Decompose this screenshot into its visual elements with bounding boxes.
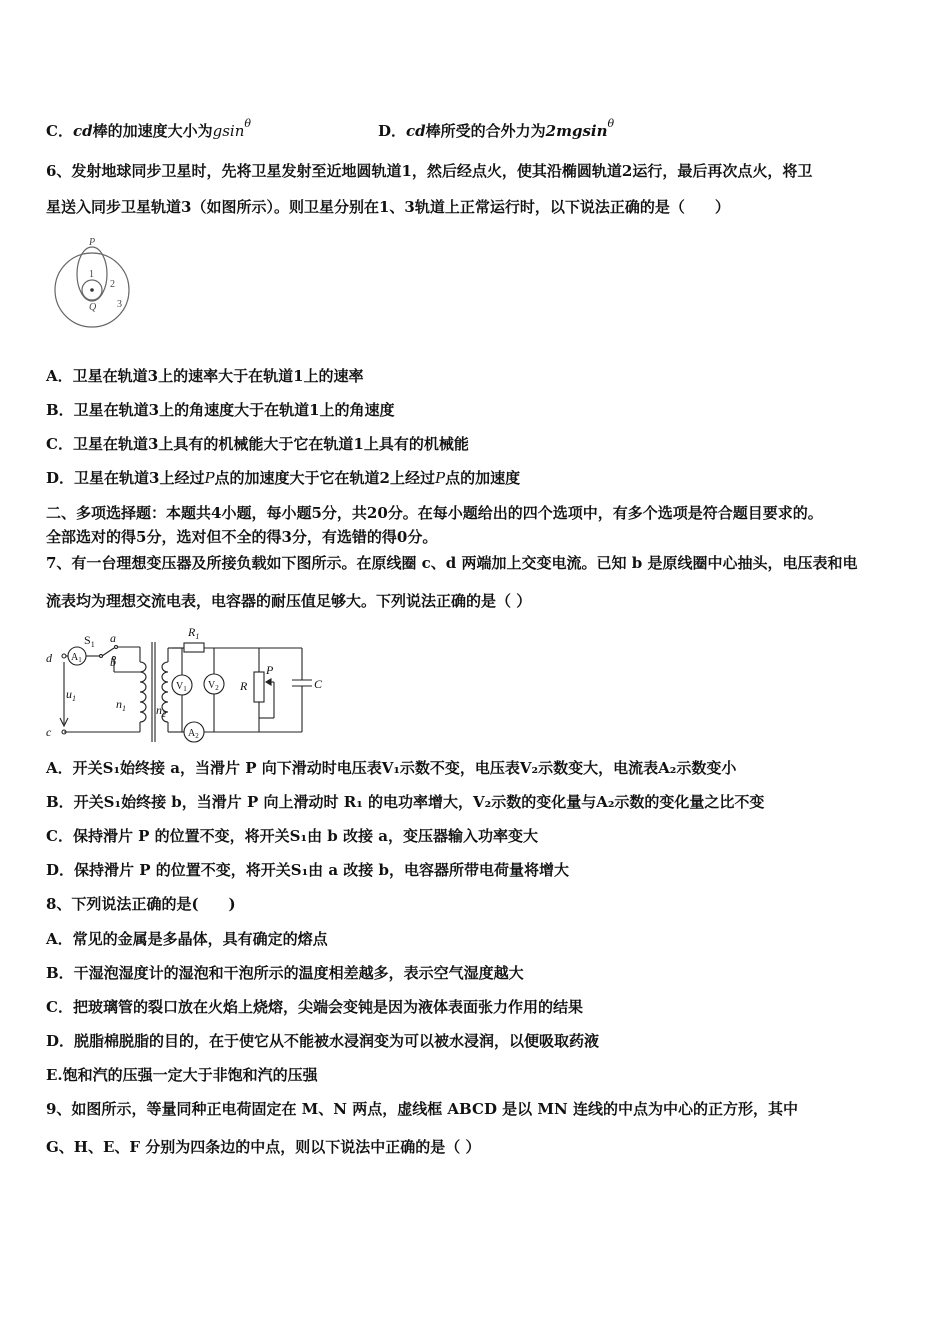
q6-option-a: A．卫星在轨道3上的速率大于在轨道1上的速率 — [46, 367, 364, 385]
section2-line1: 二、多项选择题：本题共4小题，每小题5分，共20分。在每小题给出的四个选项中，有多个选项是符合题目要求的。 — [46, 504, 823, 522]
q9-stem-line1: 9、如图所示，等量同种正电荷固定在 M、N 两点，虚线框 ABCD 是以 MN 连线的中点为中心的正方形，其中 — [46, 1100, 798, 1118]
q6-option-b: B．卫星在轨道3上的角速度大于在轨道1上的角速度 — [46, 401, 395, 419]
q6-stem-line2: 星送入同步卫星轨道3（如图所示）。则卫星分别在1、3轨道上正常运行时，以下说法正确的是（ ） — [46, 198, 730, 216]
label-n2: $n_2$ — [156, 703, 166, 719]
primary-coil — [140, 662, 146, 722]
orbit-1-label: 1 — [89, 269, 94, 280]
q8-option-e: E.饱和汽的压强一定大于非饱和汽的压强 — [46, 1066, 318, 1084]
q7-stem-line2: 流表均为理想交流电表，电容器的耐压值足够大。下列说法正确的是（ ） — [46, 592, 532, 610]
q7-option-b: B．开关S₁始终接 b，当滑片 P 向上滑动时 R₁ 的电功率增大，V₂示数的变化量与A₂示数的变化量之比不变 — [46, 793, 765, 811]
label-d: d — [46, 651, 52, 665]
orbit-figure — [48, 234, 138, 334]
q5-option-d: D．cd棒所受的合外力为2mgsin$^\theta$ — [378, 117, 615, 140]
label-v2: $V_2$ — [208, 680, 219, 692]
q8-option-a: A．常见的金属是多晶体，具有确定的熔点 — [46, 930, 328, 948]
slider-p — [266, 679, 271, 685]
label-a2: $A_2$ — [188, 728, 199, 740]
label-u1: $u_1$ — [66, 687, 76, 703]
q6-option-c: C．卫星在轨道3上具有的机械能大于它在轨道1上具有的机械能 — [46, 435, 469, 453]
q8-option-c: C．把玻璃管的裂口放在火焰上烧熔，尖端会变钝是因为液体表面张力作用的结果 — [46, 998, 583, 1016]
point-q-label: Q — [89, 302, 97, 313]
label-b: b — [110, 655, 116, 669]
terminal-d — [62, 654, 66, 658]
label-capacitor: C — [314, 677, 323, 691]
label-s1: $S_1$ — [84, 633, 95, 649]
label-n1: $n_1$ — [116, 697, 126, 713]
resistor-r1 — [184, 643, 204, 652]
label-a1: $A_1$ — [71, 652, 82, 664]
q9-stem-line2: G、H、E、F 分别为四条边的中点，则以下说法中正确的是（ ） — [46, 1138, 481, 1156]
q8-option-b: B．干湿泡湿度计的湿泡和干泡所示的温度相差越多，表示空气湿度越大 — [46, 964, 524, 982]
label-r: R — [240, 679, 248, 693]
q5-option-c: C．cd棒的加速度大小为gsin$^\theta$ — [46, 117, 251, 140]
q6-option-d: D．卫星在轨道3上经过P点的加速度大于它在轨道2上经过P点的加速度 — [46, 469, 521, 487]
q8-option-d: D．脱脂棉脱脂的目的，在于使它从不能被水浸润变为可以被水浸润，以便吸取药液 — [46, 1032, 600, 1050]
q7-option-d: D．保持滑片 P 的位置不变，将开关S₁由 a 改接 b，电容器所带电荷量将增大 — [46, 861, 570, 879]
label-a: a — [110, 631, 116, 645]
rheostat-r — [254, 672, 264, 702]
point-p-label: P — [89, 237, 96, 248]
label-p: P — [266, 663, 274, 677]
transformer-circuit-figure — [44, 622, 344, 750]
q7-stem-line1: 7、有一台理想变压器及所接负载如下图所示。在原线圈 c、d 两端加上交变电流。已知 b 是原线圈中心抽头，电压表和电 — [46, 554, 858, 572]
q8-stem: 8、下列说法正确的是( ) — [46, 895, 236, 913]
orbit-3-label: 3 — [117, 299, 122, 310]
q6-stem-line1: 6、发射地球同步卫星时，先将卫星发射至近地圆轨道1，然后经点火，使其沿椭圆轨道2运行，最后再次点火，将卫 — [46, 162, 813, 180]
label-r1: $R_1$ — [188, 625, 200, 641]
label-v1: $V_1$ — [176, 681, 187, 693]
q7-option-c: C．保持滑片 P 的位置不变，将开关S₁由 b 改接 a，变压器输入功率变大 — [46, 827, 538, 845]
section2-line2: 全部选对的得5分，选对但不全的得3分，有选错的得0分。 — [46, 528, 438, 546]
orbit-2-label: 2 — [110, 279, 115, 290]
earth-center — [90, 288, 94, 292]
label-c: c — [46, 725, 52, 739]
q7-option-a: A．开关S₁始终接 a，当滑片 P 向下滑动时电压表V₁示数不变，电压表V₂示数变大，电流表A₂示数变小 — [46, 759, 737, 777]
